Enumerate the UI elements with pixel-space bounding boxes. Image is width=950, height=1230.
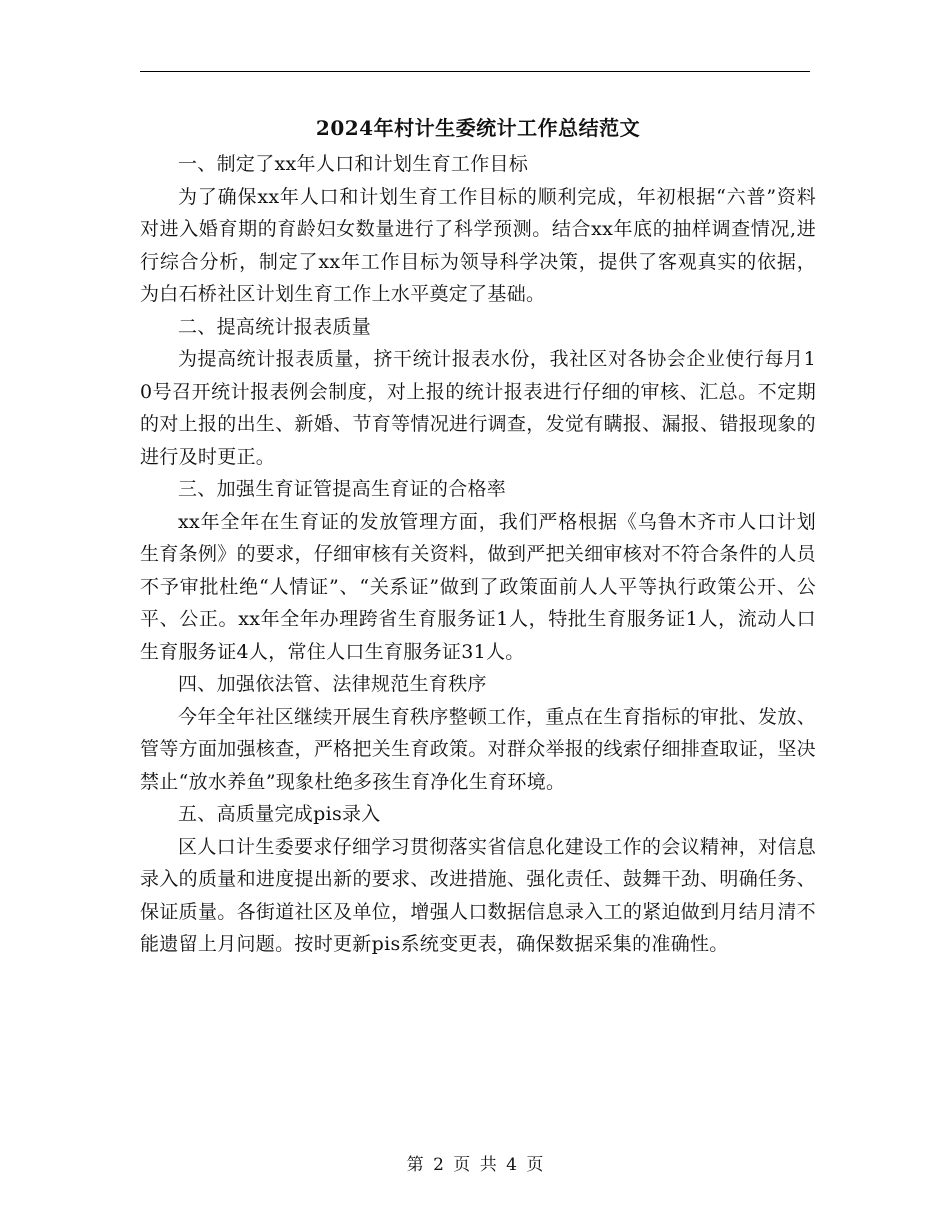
section-heading: 一、制定了xx年人口和计划生育工作目标: [178, 153, 529, 175]
section-4: [140, 668, 816, 798]
section-heading: 五、高质量完成pis录入: [178, 803, 381, 825]
document-title: 2024年村计生委统计工作总结范文: [315, 116, 641, 140]
section-5: [140, 798, 816, 961]
section-heading: 三、加强生育证管提高生育证的合格率: [178, 478, 507, 500]
header-rule: [140, 71, 810, 72]
section-paragraph: 区人口计生委要求仔细学习贯彻落实省信息化建设工作的会议精神，对信息录入的质量和进度提出新的要求、改进措施、强化责任、鼓舞干劲、明确任务、保证质量。各街道社区及单位，增强人口数据信息录入工的紧迫做到月结月清不能遗留上月问题。按时更新pis系统变更表，确保数据采集的准确性。: [140, 835, 816, 955]
section-heading: 四、加强依法管、法律规范生育秩序: [178, 673, 487, 695]
page-number: 第 2 页 共 4 页: [406, 1155, 544, 1175]
section-paragraph: 今年全年社区继续开展生育秩序整顿工作，重点在生育指标的审批、发放、管等方面加强核查，严格把关生育政策。对群众举报的线索仔细排查取证，坚决禁止“放水养鱼”现象杜绝多孩生育净化生育环境。: [140, 705, 816, 793]
section-heading: 二、提高统计报表质量: [178, 315, 372, 338]
section-3: [140, 473, 816, 668]
section-2: [140, 311, 816, 474]
section-paragraph: xx年全年在生育证的发放管理方面，我们严格根据《乌鲁木齐市人口计划生育条例》的要求，仔细审核有关资料，做到严把关细审核对不符合条件的人员不予审批杜绝“人情证”、“关系证”做到了政策面前人人平等执行政策公开、公平、公正。xx年全年办理跨省生育服务证1人，特批生育服务证1人，流动人口生育服务证4人，常住人口生育服务证31人。: [140, 510, 816, 663]
document-body: [140, 108, 816, 961]
section-paragraph: 为了确保xx年人口和计划生育工作目标的顺利完成，年初根据“六普”资料对进入婚育期的育龄妇女数量进行了科学预测。结合xx年底的抽样调查情况,进行综合分析，制定了xx年工作目标为领导科学决策，提供了客观真实的依据，为白石桥社区计划生育工作上水平奠定了基础。: [140, 185, 816, 305]
section-1: [140, 148, 816, 311]
section-paragraph: 为提高统计报表质量，挤干统计报表水份，我社区对各协会企业使行每月10号召开统计报表例会制度，对上报的统计报表进行仔细的审核、汇总。不定期的对上报的出生、新婚、节育等情况进行调查，发觉有瞒报、漏报、错报现象的进行及时更正。: [140, 348, 816, 468]
